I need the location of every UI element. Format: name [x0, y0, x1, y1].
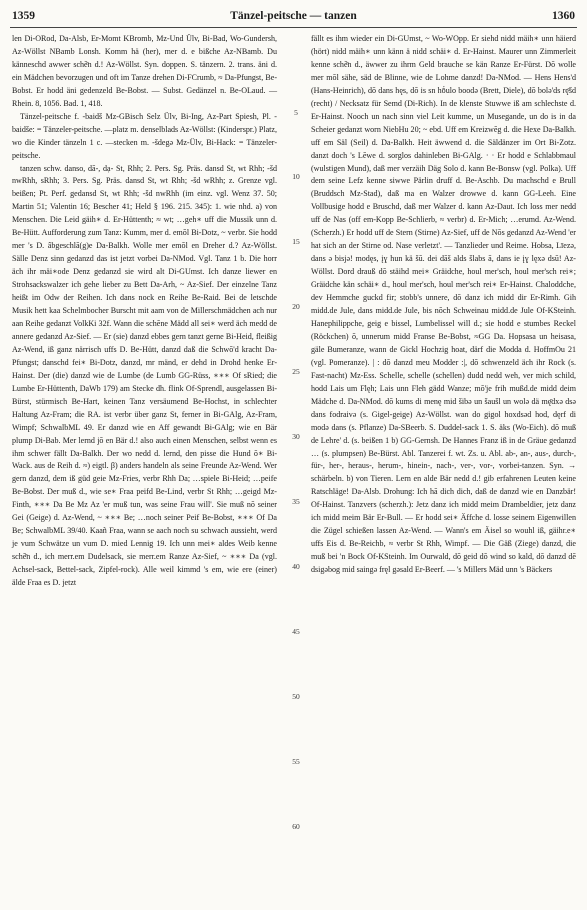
entry-tanzen-continued: fällt es ihm wieder ein Di-GUmst, ~ Wo-WOpp. Er siehd nidd mäih∗ unn häierd (hört) nidd mäih∗ unn känn ä nidd schäi∗ d. Er-Hainst. Maurer unn Zimmerleit kenne schē̄n d., äwwer zu ihrm Geld brauche se kän Ranze Er-Fürst. Dō wolle mer mōl sähe, säd de Blinne, wie de Lohme danzd! Da-NMod. — Hens Hens'd (Hans-Heinrich), dō dans hęs, dō is sn hṓulo boodə (Brett, Diele), dō bolə'ds rę̄šd (recht) / Necksatz für Semd (Di-Rich). In de klenste Stuwwe iß am schlechste d. Er-Hainst. Nooch un nach sinn viel Leit kumme, un Musegande, un do is in da Scheier gedanzt worn NiebHu 20; ~ ebd. Uff em Kreizwēg d. die Hexe Da-Balkh. uff em Säl (Seil) d. Da-Balkh. Heit äwwend d. die Säldänzer im Ort Bi-Zotz. danzt doch 's Lēwe d. sorglos dahinleben Bi-GAlg. · · Er hodd e Schlabbmaul (wulstigen Mund), daß mer verzäih Däg Solo d. kann Be-Bonsw (vgl. Polka). Uff dem seine Lefz kenne siwwe Pärlin druff d. Be-Aschb. Du machschd e Brull (Bruddsch Mz-Stad), daß ma en Walzer drowwe d. kann GG-Leeh. Eine Vollbusige hodd e Bruschd, daß mer Walzer d. kann Az-Daut. Ich loss mer nedd uff de Nas (off em-Kopp Be-Schlierb, ≈ verbr) d. Er-Mich; …erumd. Az-Wend. (Scherzh.) Er hodd uff de Stern (Stirne) Az-Sief, uff de Nōs gedanzd Az-Wend 'er hat sich an der Stirne od. Nase verletzt'. — Tanzlieder und Reime. Hobsa, Līezə, dans ə bisjə! modęs, įɣ hun kä šū. dei dāš alds šlabs ā, dans ie įɣ lęxə dsū! Az-Wöllst. Dord drauß dō stäihd mei∗ Gräidche, houl mer'sch, houl mer'sch rei∗; Gräidche kän schäi∗ d., houl mer'sch, houl mer'sch rei∗ Er-Hainst. Chaloddche, dev Hemmche guckd fir; stobb's unnere, dō danz ich midd dir Er-Rimh. Gih midd.de Jule, dans midd.de Jule, bis nōch Schweinau midd.de Jule Of-KSteinh. Hanephilippche, geig e bissel, Lumbelissel will d.; sie hodd e stumbes Reckel (Röckchen) ō, unnerum midd Franse Be-Bobst, ≈GG Da. Hopsasa un heisasa, gäle Bumeranze, wann de Gickl Hochzig hoat, därf die Modda d. HoffmOu 21 (vgl. Pomeranze). | : dō danzd meu Modder :|, dō schwenzeld äch ihr Rock (s. Fast-nacht) Mz-Ess. Schelle, schelle (schellen) dudd nedd weh, ver mich schild, hodd Lais um Flęh; Lais unn Fleh gädd Wanze; mō'je frih mußd.de midd deim Mädche d. Da-NMod. dō kums di menę mid šibə un šaušl un wolə dä mę̄dxə dsə dans fodraivə (s. Gigel-geige) Az-Wöllst. wan do gigol hoxdsəd hod, dęrf di modə dans (s. Pflanze) Da-SBeerb. S. Duddel-sack 1. S. äks (Wo-Eich). dō muß de Lehre' d. (s. beißen 1 b) GG-Gernsh. De Hannes Franz iß in de Gräue gedanzd … (s. plumpsen) Be-Bürst. Abl. Tanzerei f. wt. Zs. u. Abl. ab-, an-, aus-, durch-, für-, her-, heraus-, herum-, hinein-, nach-, ver-, vor-, vorbei-tanzen. Syn. → schärbeln. b) von Tieren. Lern en alde Bär nedd d.! gib erfahrenen Leuten keine Ratschläge! Da-Alsb. Drohung: Ich hā dich dich, daß de danzd wie en Danzbär! Of-Hainst. Tanzvers (scherzh.): Jetz danz ich midd meim Drambeldier, jetz danz ich midd meim Bär Er-Bull. — Er hodd sei∗ Äffche d. losse seinem Eigenwillen die Zügel schießen lassen Az-Wend. — Wann's em Äisel so wouhl iß, gäihr.e∗ uffs Eis d. Be-Reichb, ≈ verbr St Rhh, Wimpf. — Die Gäß (Ziege) danzd, die muß bei 'n Bock Of-KSteinh. Im Ourwald, dō geid dō wind so kald, dō danzd dē dsigəbog mid saingə fręl gəsald Er-Beerf. — 's Millers Mäd unn 's Bäckers: [311, 34, 576, 575]
line-number: 60: [292, 822, 300, 831]
line-number: 55: [292, 757, 300, 766]
header-rule: [10, 27, 577, 28]
line-number: 40: [292, 562, 300, 571]
running-title: Tänzel-peitsche — tanzen: [230, 10, 357, 22]
running-header: [0, 8, 587, 28]
line-number: 30: [292, 432, 300, 441]
line-number: 15: [292, 237, 300, 246]
entry-tanzen: tanzen schw. danso, dā-, dạ- St, Rhh; 2. Pers. Sg. Präs. dansd St, wt Rhh; -šd nwRhh, sRhh; 3. Pers. Sg. Präs. dansd St, wt Rhh; -šd wRhh; z. Grenze vgl. beißen; Pt. Perf. gedansd St, wt Rhh; -šd nwRhh (im einz. vgl. Wenz 37. 50; Martin 51; Valentin 16; Bescher 41; Held § 196. 215. 345): 1. wie nhd. a) von Menschen. Die Leid gäih∗ d. Er-Hüttenth; ≈ wt; …geh∗ uff die Mussik unn d. Be-Hütt. Aufforderung zum Tanz: Kumm, mer d. emōl Bi-Dotz, ~ verbr. Sie hodd mer 's D. âbgeschlā(g)e Da-Balkh. Wolle mer emōl en Dreher d.? Az-Wöllst. Sälle Denz sinn gedanzd das ist jetzt vorbei Da-NMod. Vgl. Tanz 1 b. Die horr äch ihr mäi∗ode Denz gedanzd sie wird alt Di-GUmst. Ich danze liewer en Strohsackswalzer ich gehe lieber zu Bett Da-Arh, ~ Az-Sief. Der einzelne Tanz heißt im Odw der Reihen. Ich dans nock en Reihe Be-Raid. Bei de letschde Musik hett kaa Schelmbocher Burscht mit aam von de Millerschmädchen ach nur aan Reihe gedanzt VolkKi 32f. Wann die schēne Mädd all sei∗ werd äch medd de annere gedanzd Az-Sief. — Er (sie) danzd ebbes gern tanzt gerne Bi-Heid, fleißig Az-Wend, iß ganz närrisch uffs D. Be-Hütt, danzd daß die Schwō'd kracht Da-Pfungst; danschd fei∗ Bi-Dotz, danzd, mr mänd, er dehd in Drohd henke Er-Hainst. Der (die) danzd wie de Lumbe (de Lumb GG-Rüss, ∗∗∗ Of sRied; die Lumbe Er-Hüttenth, DaWb 179) am Stecke dh. flink Of-Sprendl, ausgelassen Bi-Bürst, stürmisch Be-Hart, keinen Tanz versäumend Be-Hochst, in schlechter Haltung Az-Fram; die RA. ist verbr über ganz St, ferner in Bi-GAlg, Az-Fram, Wimpf; SchwalbML 49. Er danzd wie en Aff gewandt Bi-GAlg; wie en Bär plump Di-Bab. Mer lernd jō en Bär d.! also auch einen Menschen, selbst wenn es ihm schwer fällt Da-Balkh. Der wo nedd d. lernd, den pisse die Hund ō∗ Bi-Wack. aus de Reih d. ≈) eigtl. β) anders handeln als seine Freunde Az-Wend. Wer gern danzd, dem iß güd geie Mz-Fries, verbr Rhh Da; …spiele Bi-Heid; …peife Be-Bobst. Der muß d., wie se∗ Fraa peifd Be-Lind, verbr St Rhh; …geigd Mz-Finth, ∗∗∗ Da Be Mz Az 'er muß tun, was seine Frau will'. Sie muß nō seiner Gei (Geige) d. Az-Wend, ~ ∗∗∗ Be; …noch seiner Peif Be-Bobst, ∗∗∗ Of Da Be; SchwalbML 39/40. Kaañ Fraa, wann se aach noch su schwach aussieht, werd je vum Schwätze un vum D. mied Lennig 19. Ich unn mei∗ aldes Weib kenne schē̄n d., ich merr.em Dudelsack, sie merr.em Ranze Az-Sief, ~ ∗∗∗ Da (vgl. Achsel-sack, Bettel-sack, Zipfel-rock). Alle weil kimmd 's em, wie ere (einer) älde Fraa es D. jetzt: [12, 163, 277, 588]
page-number-right: 1360: [552, 10, 575, 22]
line-number: 35: [292, 497, 300, 506]
right-column: [311, 33, 576, 577]
left-column: [12, 33, 277, 590]
line-number: 10: [292, 172, 300, 181]
line-number: 20: [292, 302, 300, 311]
line-number: 50: [292, 692, 300, 701]
entry-taenzel-peitsche: Tänzel-peitsche f. -baidš Mz-GBisch Selz Ülv, Bi-Ing, Az-Part Spiesh, Pl. -baidše: = Tänzeler-peitsche. —platz m. denselblads Az-Wöllst: (Kinderspr.) Platz, wo die Kinder tänzeln 1 c. —stecken m. -šdegə Mz-Ülv, Bi-Hack: = Tänzeler-peitsche.: [12, 111, 277, 160]
page-number-left: 1359: [12, 10, 35, 22]
line-number: 25: [292, 367, 300, 376]
line-number: 45: [292, 627, 300, 636]
entry-continuation-tanzeln: len Di-ORod, Da-Alsb, Er-Momt KBromb, Mz-Und Ülv, Bi-Bad, Wo-Gundersh, Az-Wöllst NBamb Lonsh. Komm hä (her), mer d. e bißche Az-NBamb. Du känneschd awwer schē̄n d.! Az-Wöllst. Syn. doppen. S. tänzern. 2. trans. äni d. ein Mädchen bevorzugen und oft im Tanze drehen Di-FCrumb, ≈ Da-Pfungst, Be-Bobst. Er hodd äni gedenzeld Be-Bobst. — Subst. Gedänzel n. Be-OLaud. — Rhein. 8, 1056. Bad. 1, 418.: [12, 34, 277, 108]
line-number: 5: [294, 108, 298, 117]
